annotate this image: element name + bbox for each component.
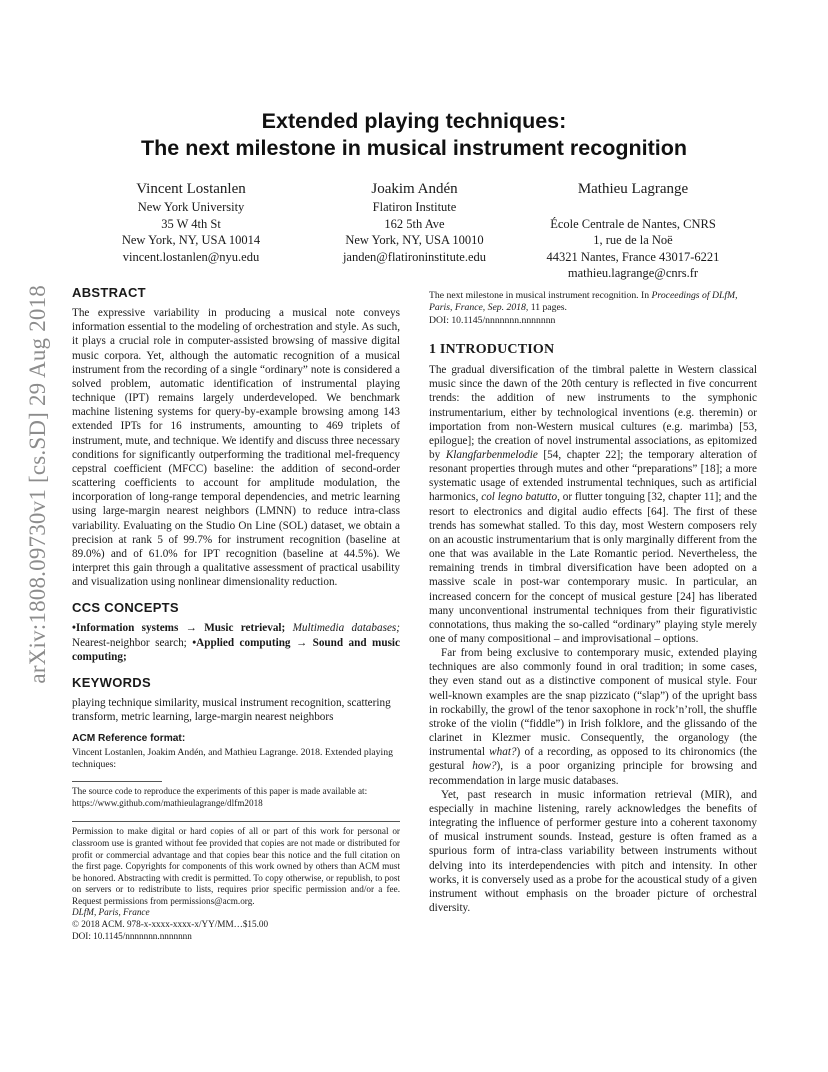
author-street: 35 W 4th St (161, 216, 221, 231)
author-name: Mathieu Lagrange (577, 181, 689, 197)
ref-part: The next milestone in musical instrument recognition. In (429, 290, 652, 301)
ccs-heading: CCS CONCEPTS (72, 600, 179, 616)
text-run: how? (472, 760, 497, 773)
author-email: mathieu.lagrange@cnrs.fr (567, 266, 699, 280)
author-city: New York, NY, USA 10014 (121, 233, 261, 247)
ccs-part: Nearest-neighbor search; (72, 636, 193, 649)
venue-text: DLfM, Paris, France (72, 907, 150, 918)
text-run: [54, chapter 22]; the temporary alteration of resonant properties through mutes and other “preparations” [18]; a more systematic usage of extended instrumental techniques, such as artificial harmonics, (429, 448, 757, 504)
acm-ref-text: Vincent Lostanlen, Joakim Andén, and Mathieu Lagrange. 2018. Extended playing techniques: (72, 746, 393, 770)
author-email: vincent.lostanlen@nyu.edu (122, 249, 260, 264)
permission-text: Permission to make digital or hard copies of all or part of this work for personal or classroom use is granted without fee provided that copies are not made or distributed for profit or commercial advantage and that copies bear this notice and the full citation on the first page. Copyrights for components of this work owned by others than ACM must be honored. Abstracting with credit is permitted. To copy otherwise, or republish, to post on servers or to redistribute to lists, requires prior specific permission and/or a fee. Request permissions from permissions@acm.org. (72, 826, 400, 906)
text-run: Far from being exclusive to contemporary music, extended playing techniques are also commonly found in oral tradition; in some cases, they even stand out as a distinctive component of musical style. Four well-known examples are the snap pizzicato (“slap”) of the upright bass in rockabilly, the growl of the tenor saxophone in rock’n’roll, the shuffle stroke of the violin (“fiddle”) in Irish folklore, and the glissando of the clarinet in Klezmer music. Consequently, the organology (the instrumental (429, 647, 757, 759)
permission-rule (72, 821, 400, 822)
author-block-3 (530, 179, 736, 282)
reference-doi: DOI: 10.1145/nnnnnnn.nnnnnnn (429, 314, 556, 326)
intro-paragraph-1 (429, 363, 757, 646)
author-city: New York, NY, USA 10010 (345, 233, 484, 247)
ccs-text (72, 621, 400, 663)
text-run: ) of a recording, as opposed to its chironomics (the gestural (429, 746, 757, 773)
author-street: 1, rue de la Noë (593, 233, 673, 247)
arxiv-stamp: arXiv:1808.09730v1 [cs.SD] 29 Aug 2018 (25, 285, 50, 684)
author-name: Vincent Lostanlen (136, 181, 246, 197)
acm-ref-heading: ACM Reference format: (72, 733, 186, 745)
author-email: janden@flatironinstitute.edu (342, 249, 487, 264)
author-city: 44321 Nantes, France 43017-6221 (546, 249, 720, 264)
ccs-part: •Applied computing → Sound and music computing; (72, 636, 400, 663)
footnote-text: The source code to reproduce the experiments of this paper is made available at: https://www.github.com/mathieulagrange/dlfm2018 (72, 786, 368, 808)
intro-heading: 1 INTRODUCTION (429, 341, 555, 357)
intro-paragraph-3: Yet, past research in music information retrieval (MIR), and especially in machine listening, rarely acknowledges the benefits of integrating the influence of performer gesture into a coherent taxonomy of musical instrument sounds. Instead, gesture is often framed as a spurious form of intra-class variability between instruments without delving into its interdependencies with pitch and intensity. In other works, it is conversely used as a probe for the acoustical study of a given instrument without emphasis on the broader picture of orchestral diversity. (429, 788, 757, 914)
author-affiliation: École Centrale de Nantes, CNRS (550, 216, 716, 231)
right-column (429, 290, 757, 915)
copyright-text: © 2018 ACM. 978-x-xxxx-xxxx-x/YY/MM…$15.00 (72, 919, 269, 930)
author-affiliation: Flatiron Institute (372, 200, 457, 214)
title-line-2: The next milestone in musical instrument recognition (141, 136, 687, 160)
paper-title (110, 108, 718, 162)
text-run: Klangfarbenmelodie (445, 448, 538, 461)
ccs-part: Multimedia databases; (285, 622, 400, 635)
ref-part: 11 pages. (528, 302, 567, 314)
left-column (72, 286, 400, 942)
text-run: col legno batutto (481, 491, 558, 504)
ref-part: Proceedings of DLfM, Paris, France, Sep. 2018, (429, 290, 738, 314)
abstract-text: The expressive variability in producing a musical note conveys information essential to the modeling of orchestration and style. As such, it plays a crucial role in computer-assisted browsing of massive digital music corpora. Yet, although the automatic recognition of a musical instrument from the recording of a single “ordinary” note is considered a solved problem, automatic identification of instrumental playing technique (IPT) remains largely underdeveloped. We benchmark machine listening systems for query-by-example browsing among 143 extended IPTs for 16 instruments, amounting to 469 triplets of instrument, mute, and technique. We identify and discuss three necessary conditions for significantly outperforming the traditional mel-frequency cepstral coefficient (MFCC) baseline: the addition of second-order scattering coefficients to account for amplitude modulation, the incorporation of long-range temporal dependencies, and metric learning using large-margin nearest neighbors (LMNN) to reduce intra-class variability. Evaluating on the Studio On Line (SOL) dataset, we obtain a precision at rank 5 of 99.7% for instrument recognition (baseline at 89.0%) and of 61.0% for IPT recognition (baseline at 44.5%). We interpret this gain through a qualitative assessment of practical usability and visualization using nonlinear dimensionality reduction. (72, 307, 400, 589)
text-run: , or flutter tonguing [32, chapter 11]; and the resort to electronics and digital audio effects [64]. The first of these trends has somewhat stalled. To this day, most Western composers rely on an acoustic instrumentarium that is only marginally different from the one that was available in the Late Romantic period. Nevertheless, the remaining trends in timbral diversification have been adopted on a massive scale in post-war contemporary music. In particular, an increased concern for the concept of musical gesture [24] has liberated many unconventional instrumental techniques from their figurativistic connotations, thus making the so-called “ordinary” playing style merely one of many compositional – and improvisational – options. (429, 491, 757, 646)
keywords-text: playing technique similarity, musical instrument recognition, scattering transform, metric learning, large-margin nearest neighbors (72, 697, 391, 724)
ccs-part: •Information systems → Music retrieval; (72, 622, 286, 635)
author-affiliation: New York University (137, 200, 245, 214)
text-run: ), is a poor organizing principle for browsing and recommendation in large music databases. (429, 760, 757, 787)
abstract-heading: ABSTRACT (72, 285, 146, 300)
author-street: 162 5th Ave (384, 216, 445, 231)
footnote-rule (72, 781, 162, 782)
keywords-heading: KEYWORDS (72, 674, 151, 690)
author-block-2 (322, 179, 507, 265)
text-run: The gradual diversification of the timbral palette in Western classical music since the dawn of the 20th century is reflected in five concurrent trends: the addition of new instruments to the symphonic instrumentarium, either by technological inventions (e.g. theremin) or importation from non-Western musical cultures (e.g. marimba) [53, epilogue]; the creation of novel instrumental associations, as epitomized by (429, 364, 757, 461)
text-run: what? (489, 746, 517, 759)
author-spacer (530, 199, 736, 216)
reference-continuation (429, 290, 757, 315)
title-line-1: Extended playing techniques: (261, 109, 567, 133)
author-name: Joakim Andén (371, 181, 458, 197)
intro-paragraph-2 (429, 646, 757, 788)
doi-text: DOI: 10.1145/nnnnnnn.nnnnnnn (72, 930, 192, 941)
author-block-1 (100, 179, 282, 265)
